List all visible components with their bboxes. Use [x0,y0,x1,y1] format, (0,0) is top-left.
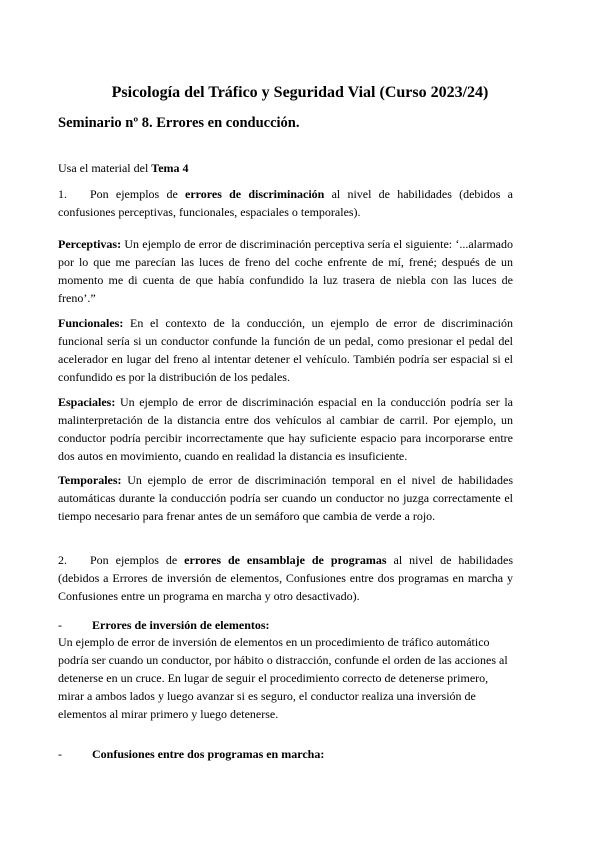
paragraph-funcionales [58,314,513,386]
confusiones-dash: - [58,747,62,761]
inversion-dash: - [58,618,62,632]
espaciales-label: Espaciales: [58,395,116,409]
inversion-heading-line [58,616,513,634]
question-1-post: al nivel de habilidades (debidos a confusiones perceptivas, funcionales, espaciales o temporales). [58,187,513,219]
question-2-bold: errores de ensamblaje de programas [184,553,387,567]
funcionales-text: En el contexto de la conducción, un ejemplo de error de discriminación funcional sería si un conductor confunde la función de un pedal, como presionar el pedal del acelerador en lugar del freno al intentar detener el vehículo. También podría ser espacial si el confundido es por la distribución de los pedales. [58,316,513,384]
temporales-label: Temporales: [58,473,122,487]
perceptivas-text: Un ejemplo de error de discriminación perceptiva sería el siguiente: ‘...alarmado por lo que me parecían las luces de freno del coche enfrente de mí, frené; después de un momento me di cuenta de que había confundido la luz trasera de niebla con las luces de freno’.” [58,237,513,305]
confusiones-heading-line [58,745,513,763]
paragraph-espaciales [58,393,513,465]
paragraph-temporales [58,471,513,525]
seminar-subtitle: Seminario nº 8. Errores en conducción. [58,115,300,131]
confusiones-heading: Confusiones entre dos programas en marcha: [92,747,325,761]
paragraph-perceptivas [58,235,513,307]
inversion-heading: Errores de inversión de elementos: [92,618,270,632]
funcionales-label: Funcionales: [58,316,124,330]
question-2-pre: Pon ejemplos de [90,553,185,567]
intro-line [58,159,513,177]
question-1-pre: Pon ejemplos de [90,187,186,201]
question-1 [58,185,513,221]
question-2-number: 2. [58,553,67,567]
intro-text: Usa el material del [58,161,152,175]
intro-bold: Tema 4 [151,161,189,175]
question-1-number: 1. [58,187,67,201]
inversion-text: Un ejemplo de error de inversión de elementos en un procedimiento de tráfico automático podría ser cuando un conductor, por hábito o distracción, confunde el orden de las acciones al detenerse en un cruce. En lugar de seguir el procedimiento correcto de detenerse primero, mirar a ambos lados y luego avanzar si es seguro, el conductor realiza una inversión de elementos al mirar primero y luego detenerse. [58,635,508,721]
question-2 [58,551,513,605]
question-1-bold: errores de discriminación [185,187,325,201]
question-2-post: al nivel de habilidades (debidos a Errores de inversión de elementos, Confusiones entre dos programas en marcha y Confusiones entre un programa en marcha y otro desactivado). [58,553,514,603]
perceptivas-label: Perceptivas: [58,237,122,251]
espaciales-text: Un ejemplo de error de discriminación espacial en la conducción podría ser la malinterpretación de la distancia entre dos vehículos al cambiar de carril. Por ejemplo, un conductor podría percibir incorrectamente que hay suficiente espacio para incorporarse entre dos autos en movimiento, cuando en realidad la distancia es insuficiente. [58,395,513,463]
temporales-text: Un ejemplo de error de discriminación temporal en el nivel de habilidades automáticas durante la conducción podría ser cuando un conductor no juzga correctamente el tiempo necesario para frenar antes de un semáforo que cambia de verde a rojo. [58,473,513,523]
document-title: Psicología del Tráfico y Seguridad Vial (Curso 2023/24) [111,84,489,101]
